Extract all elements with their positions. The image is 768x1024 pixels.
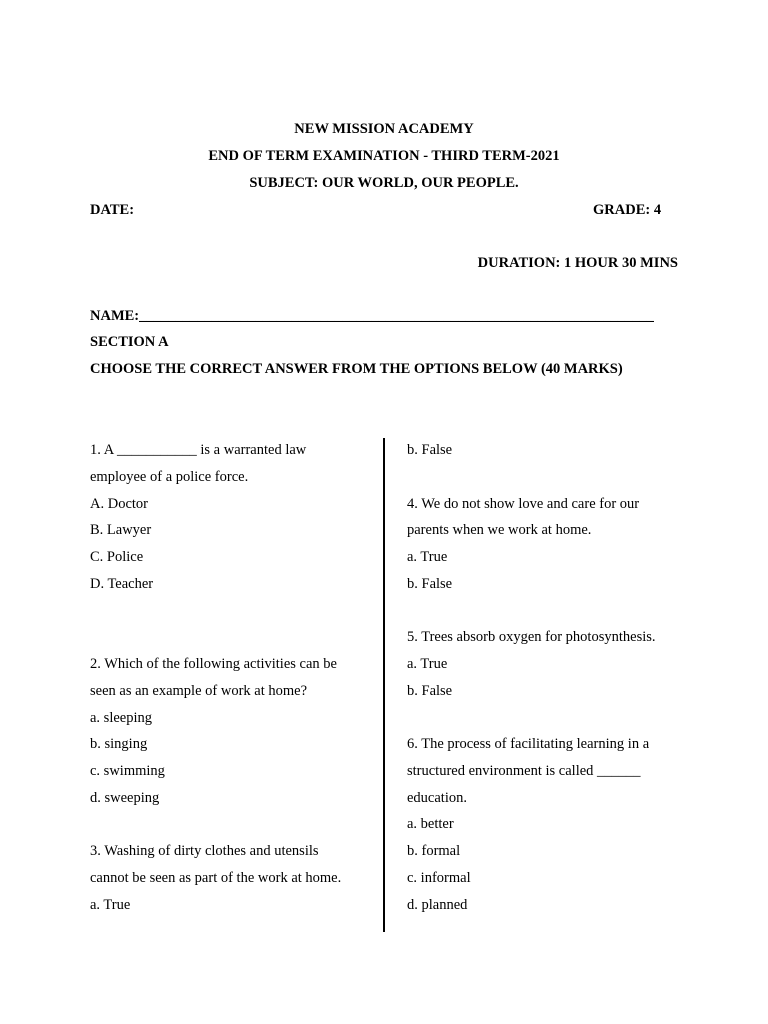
- name-field: NAME:_______________________________________________________________________: [90, 308, 654, 324]
- column-divider: [383, 438, 385, 932]
- duration-label: DURATION: 1 HOUR 30 MINS: [477, 255, 678, 271]
- question-6-line-2: structured environment is called ______: [407, 763, 641, 779]
- question-2-line-1: 2. Which of the following activities can be: [90, 656, 337, 672]
- question-4-option-a: a. True: [407, 549, 448, 565]
- question-4-line-2: parents when we work at home.: [407, 522, 592, 538]
- question-3-line-2: cannot be seen as part of the work at home.: [90, 870, 342, 886]
- question-6-option-b: b. formal: [407, 843, 461, 859]
- question-1-option-a: A. Doctor: [90, 496, 148, 512]
- question-3-option-a: a. True: [90, 897, 131, 913]
- question-6-line-3: education.: [407, 790, 467, 806]
- grade-label: GRADE: 4: [593, 202, 662, 218]
- question-1-option-b: B. Lawyer: [90, 522, 152, 538]
- question-2-option-a: a. sleeping: [90, 710, 153, 726]
- subject-title: SUBJECT: OUR WORLD, OUR PEOPLE.: [249, 175, 519, 191]
- question-3-option-b: b. False: [407, 442, 453, 458]
- date-label: DATE:: [90, 202, 135, 218]
- question-1-option-d: D. Teacher: [90, 576, 154, 592]
- section-heading: SECTION A: [90, 334, 169, 350]
- question-1-line-2: employee of a police force.: [90, 469, 249, 485]
- question-5-line-1: 5. Trees absorb oxygen for photosynthesis.: [407, 629, 656, 645]
- question-4-line-1: 4. We do not show love and care for our: [407, 496, 640, 512]
- question-4-option-b: b. False: [407, 576, 453, 592]
- question-2-option-c: c. swimming: [90, 763, 165, 779]
- instructions: CHOOSE THE CORRECT ANSWER FROM THE OPTIONS BELOW (40 MARKS): [90, 361, 623, 377]
- question-5-option-a: a. True: [407, 656, 448, 672]
- question-2-option-d: d. sweeping: [90, 790, 160, 806]
- question-6-option-c: c. informal: [407, 870, 471, 886]
- question-5-option-b: b. False: [407, 683, 453, 699]
- question-6-line-1: 6. The process of facilitating learning in a: [407, 736, 650, 752]
- question-1-line-1: 1. A ___________ is a warranted law: [90, 442, 307, 458]
- question-6-option-a: a. better: [407, 816, 454, 832]
- school-name: NEW MISSION ACADEMY: [294, 121, 474, 137]
- question-1-option-c: C. Police: [90, 549, 144, 565]
- question-6-option-d: d. planned: [407, 897, 468, 913]
- exam-title: END OF TERM EXAMINATION - THIRD TERM-2021: [208, 148, 560, 164]
- question-3-line-1: 3. Washing of dirty clothes and utensils: [90, 843, 319, 859]
- question-2-line-2: seen as an example of work at home?: [90, 683, 308, 699]
- question-2-option-b: b. singing: [90, 736, 148, 752]
